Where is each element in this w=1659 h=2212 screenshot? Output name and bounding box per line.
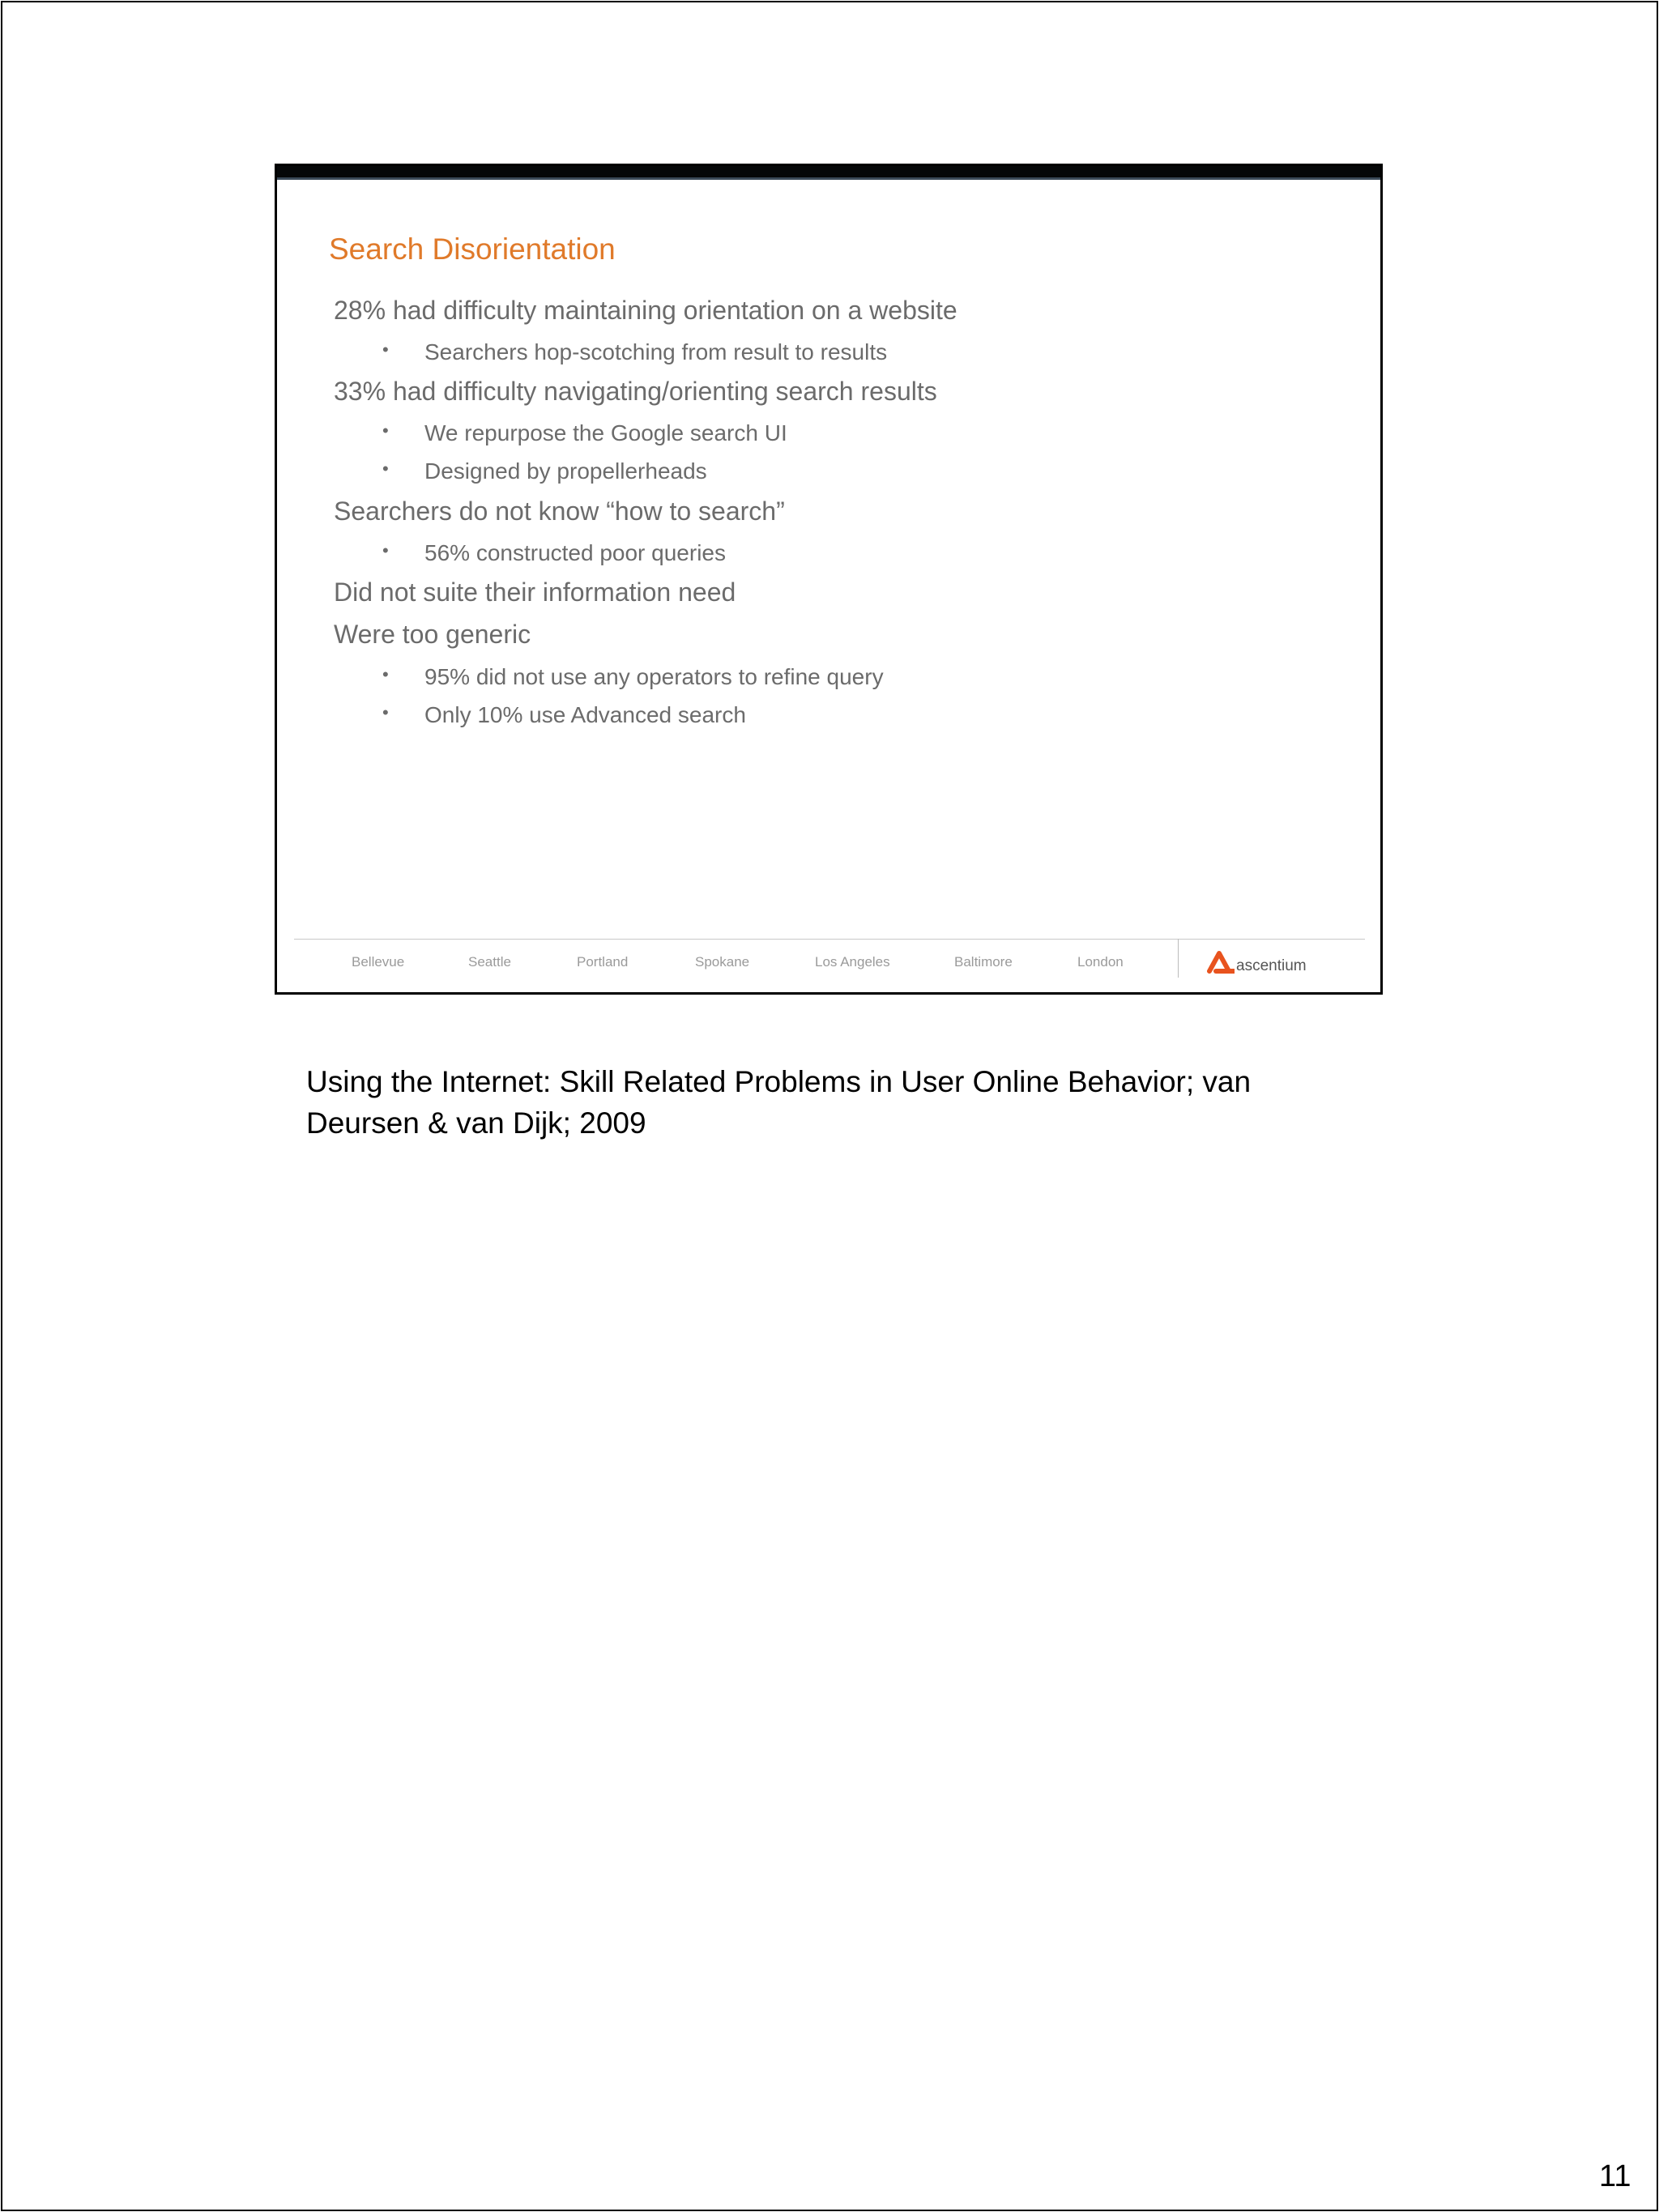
- bullet-level-2: • Only 10% use Advanced search: [382, 701, 746, 727]
- slide-footer-rule: [294, 939, 1365, 940]
- footer-city: Bellevue: [352, 954, 405, 970]
- speaker-notes: [306, 1061, 1359, 1144]
- bullet-dot-icon: •: [382, 339, 389, 360]
- bullet-level-1: 28% had difficulty maintaining orientation on a website: [334, 296, 957, 325]
- logo-text: ascentium: [1236, 957, 1307, 974]
- footer-city: Spokane: [695, 954, 750, 970]
- bullet-level-1: Searchers do not know “how to search”: [334, 497, 785, 526]
- bullet-level-1: Did not suite their information need: [334, 578, 736, 607]
- notes-line: Deursen & van Dijk; 2009: [306, 1106, 646, 1140]
- bullet-dot-icon: •: [382, 539, 389, 560]
- bullet-level-1: Were too generic: [334, 620, 531, 649]
- page-number: 11: [1599, 2159, 1631, 2193]
- slide-footer-divider: [1178, 939, 1179, 978]
- ascentium-mark-icon: [1207, 950, 1235, 974]
- bullet-dot-icon: •: [382, 701, 389, 722]
- slide-title: Search Disorientation: [329, 232, 616, 266]
- footer-city: Portland: [577, 954, 629, 970]
- footer-city: Baltimore: [954, 954, 1013, 970]
- bullet-level-1: 33% had difficulty navigating/orienting search results: [334, 377, 937, 406]
- bullet-level-2: • 95% did not use any operators to refine query: [382, 663, 884, 689]
- bullet-dot-icon: •: [382, 458, 389, 479]
- bullet-level-2: • We repurpose the Google search UI: [382, 420, 787, 445]
- ascentium-logo: [1207, 950, 1307, 979]
- bullet-level-2: • Designed by propellerheads: [382, 458, 707, 484]
- slide-bullet-list: [277, 166, 1380, 992]
- slide-thumbnail: [275, 164, 1383, 995]
- bullet-dot-icon: •: [382, 420, 389, 441]
- footer-city: London: [1077, 954, 1124, 970]
- footer-city: Los Angeles: [815, 954, 890, 970]
- footer-city: Seattle: [468, 954, 511, 970]
- bullet-level-2: • 56% constructed poor queries: [382, 539, 726, 565]
- bullet-dot-icon: •: [382, 663, 389, 684]
- bullet-level-2: • Searchers hop-scotching from result to results: [382, 339, 888, 364]
- notes-line: Using the Internet: Skill Related Problems in User Online Behavior; van: [306, 1065, 1252, 1098]
